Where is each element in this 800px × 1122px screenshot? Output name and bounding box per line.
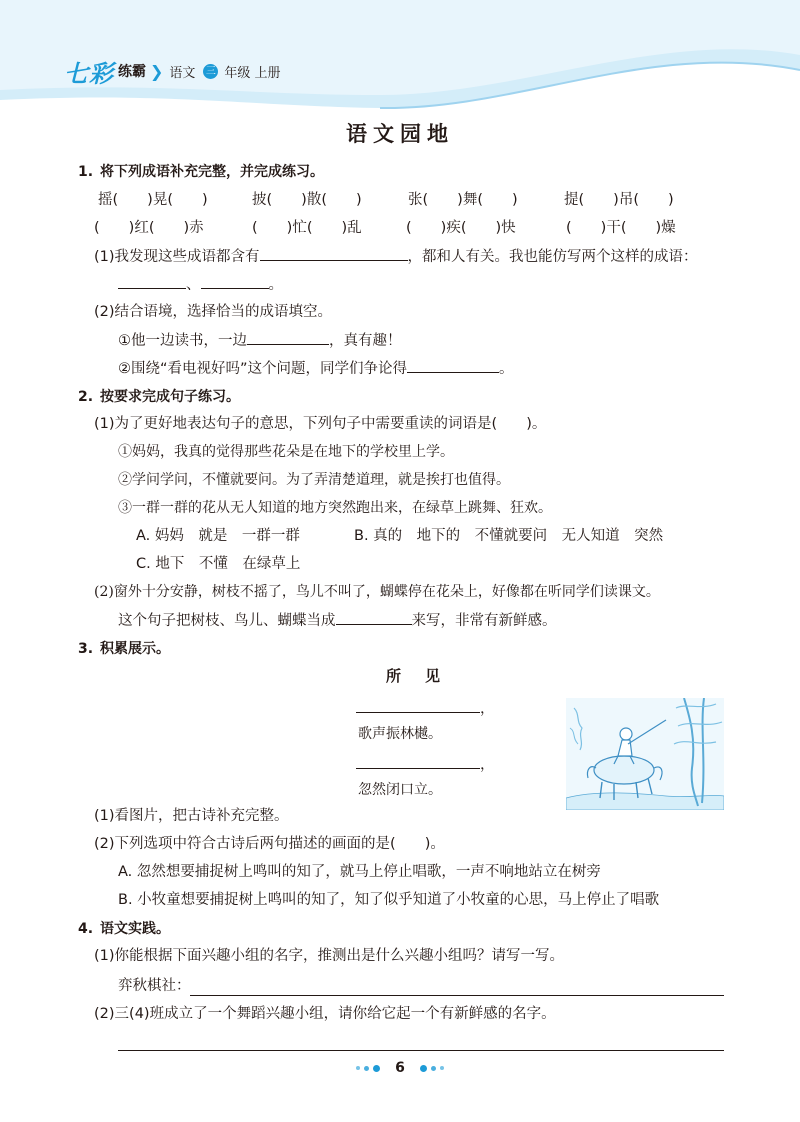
period: 。 xyxy=(268,277,283,293)
answer-blank[interactable] xyxy=(247,329,329,345)
q2-sentence-1: ①妈妈，我真的觉得那些花朵是在地下的学校里上学。 xyxy=(118,444,454,460)
q3-option-a[interactable]: A. 忽然想要捕捉树上鸣叫的知了，就马上停止唱歌，一声不响地站立在树旁 xyxy=(118,864,601,880)
idiom-item: 提( )吊( ) xyxy=(564,192,674,208)
sentence-text: ①他一边读书，一边 xyxy=(118,333,247,349)
brand-logo: 七彩 xyxy=(64,58,114,88)
separator: 、 xyxy=(186,277,201,293)
q3-part1: (1)看图片，把古诗补充完整。 xyxy=(94,808,289,824)
chevron-right-icon: ❯ xyxy=(150,61,164,81)
q2-part1: (1)为了更好地表达句子的意思，下列句子中需要重读的词语是( )。 xyxy=(94,416,547,432)
q2-part2-fill xyxy=(118,609,557,632)
q2-sentence-2: ②学问学问，不懂就要问。为了弄清楚道理，就是挨打也值得。 xyxy=(118,472,510,488)
q1-part2-item1 xyxy=(118,329,402,352)
q1-idiom-row-2 xyxy=(94,217,676,239)
q1-part1-blanks xyxy=(118,273,283,296)
idiom-item: ( )疾( )快 xyxy=(406,220,516,236)
q3-number: 3. xyxy=(78,641,94,657)
q1-number: 1. xyxy=(78,164,94,180)
q1-part1-text: ，都和人有关。我也能仿写两个这样的成语： xyxy=(407,249,698,265)
q2-option-a[interactable]: A. 妈妈 就是 一群一群 xyxy=(136,528,300,544)
q1-part2-item2 xyxy=(118,357,514,380)
answer-blank[interactable] xyxy=(356,753,480,769)
sentence-text: 。 xyxy=(499,361,514,377)
dots-right-icon xyxy=(418,1060,446,1076)
poem-line-3 xyxy=(356,753,495,776)
subject-label: 语文 xyxy=(169,65,196,81)
q3-part2: (2)下列选项中符合古诗后两句描述的画面的是( )。 xyxy=(94,836,445,852)
q2-option-b[interactable]: B. 真的 地下的 不懂就要问 无人知道 突然 xyxy=(354,528,664,544)
q3-heading xyxy=(78,638,170,660)
poem-line-1 xyxy=(356,697,495,720)
q2-option-c[interactable]: C. 地下 不懂 在绿草上 xyxy=(136,556,301,572)
q1-part1 xyxy=(94,245,698,268)
q1-heading xyxy=(78,161,324,183)
page-header xyxy=(0,0,800,120)
q4-number: 4. xyxy=(78,921,94,937)
q2-number: 2. xyxy=(78,389,94,405)
poem-line-2: 歌声振林樾。 xyxy=(358,726,442,742)
sentence-text: ②围绕“看电视好吗”这个问题，同学们争论得 xyxy=(118,361,408,377)
idiom-item: ( )红( )赤 xyxy=(94,220,204,236)
page-footer xyxy=(0,1060,800,1076)
poem-line-4: 忽然闭口立。 xyxy=(358,782,442,798)
dots-left-icon xyxy=(354,1060,382,1076)
shepherd-boy-on-ox-illustration xyxy=(566,698,724,810)
q1-text: 将下列成语补充完整，并完成练习。 xyxy=(100,164,324,180)
sentence-text: 来写，非常有新鲜感。 xyxy=(411,613,557,629)
idiom-item: ( )干( )燥 xyxy=(566,220,676,236)
q3-option-b[interactable]: B. 小牧童想要捕捉树上鸣叫的知了，知了似乎知道了小牧童的心思，马上停止了唱歌 xyxy=(118,892,660,908)
idiom-item: 摇( )晃( ) xyxy=(98,192,208,208)
grade-label: 年级 上册 xyxy=(224,65,281,81)
comma: ， xyxy=(480,701,495,717)
poem-title: 所见 xyxy=(386,667,465,685)
answer-blank[interactable] xyxy=(260,245,408,261)
q4-text: 语文实践。 xyxy=(100,921,170,937)
q2-heading xyxy=(78,386,240,408)
answer-line[interactable] xyxy=(190,995,724,996)
comma: ， xyxy=(480,757,495,773)
q2-part2: (2)窗外十分安静，树枝不摇了，鸟儿不叫了，蝴蝶停在花朵上，好像都在听同学们读课文。 xyxy=(94,584,660,600)
q1-part1-text: (1)我发现这些成语都含有 xyxy=(94,249,260,265)
idiom-item: ( )忙( )乱 xyxy=(252,220,362,236)
answer-blank[interactable] xyxy=(118,273,186,289)
sentence-text: ，真有趣！ xyxy=(329,333,402,349)
page-number: 6 xyxy=(395,1060,405,1076)
q4-part2: (2)三(4)班成立了一个舞蹈兴趣小组，请你给它起一个有新鲜感的名字。 xyxy=(94,1006,556,1022)
answer-blank[interactable] xyxy=(356,697,480,713)
q2-text: 按要求完成句子练习。 xyxy=(100,389,240,405)
brand-subtitle: 练霸 xyxy=(118,64,146,80)
q4-part1-label: 弈秋棋社： xyxy=(118,978,191,994)
q3-text: 积累展示。 xyxy=(100,641,170,657)
idiom-item: 披( )散( ) xyxy=(252,192,362,208)
grade-badge: 三 xyxy=(203,64,218,79)
page-title: 语文园地 xyxy=(346,121,454,146)
idiom-item: 张( )舞( ) xyxy=(408,192,518,208)
answer-blank[interactable] xyxy=(336,609,412,625)
q4-part1: (1)你能根据下面兴趣小组的名字，推测出是什么兴趣小组吗？请写一写。 xyxy=(94,948,565,964)
sentence-text: 这个句子把树枝、鸟儿、蝴蝶当成 xyxy=(118,613,336,629)
q4-heading xyxy=(78,918,170,940)
answer-line[interactable] xyxy=(118,1050,724,1051)
q1-part2: (2)结合语境，选择恰当的成语填空。 xyxy=(94,304,333,320)
q2-sentence-3: ③一群一群的花从无人知道的地方突然跑出来，在绿草上跳舞、狂欢。 xyxy=(118,500,552,516)
q1-idiom-row-1 xyxy=(98,189,674,211)
answer-blank[interactable] xyxy=(201,273,269,289)
answer-blank[interactable] xyxy=(407,357,499,373)
